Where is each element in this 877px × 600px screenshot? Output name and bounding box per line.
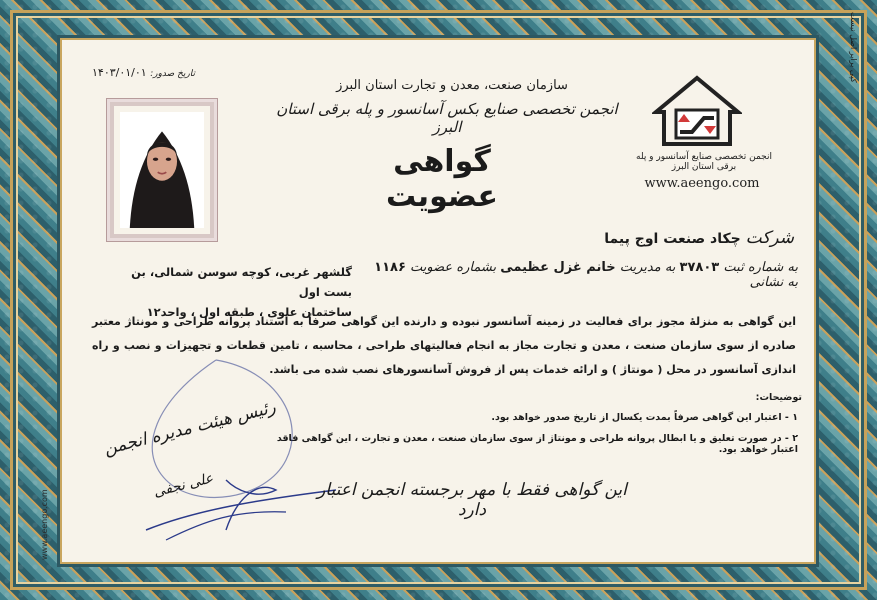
issue-date-label: تاریخ صدور: [150, 69, 196, 79]
member-photo [110, 102, 214, 238]
signature-caption: رئیس هیئت مدیره انجمن [102, 397, 278, 460]
signature-scribble-icon [106, 340, 356, 570]
manager-name: خانم غزل عظیمی [500, 260, 616, 275]
website-url: www.aeengo.com [644, 176, 760, 191]
logo-caption: انجمن تخصصی صنایع آسانسور و پله برقی استان البرز [636, 152, 772, 172]
address-prefix: به نشانی [749, 275, 798, 290]
company-prefix: شرکت [745, 228, 794, 248]
membership-number: ۱۱۸۶ [374, 260, 406, 275]
top-margin-text: کپی برابر اصل نیست [849, 12, 858, 83]
company-name: چکاد صنعت اوج پیما [604, 231, 741, 247]
note-2: ۲ - در صورت تعلیق و یا ابطال پروانه طراحی و مونتاژ از سوی سازمان صنعت ، معدن و تجارت ، این گواهی فاقد اعتبار خواهد بود. [276, 433, 798, 455]
reg-number: ۳۷۸۰۳ [679, 260, 720, 275]
certificate-title: گواهی عضویت [386, 144, 498, 214]
org-line-2: انجمن تخصصی صنایع بکس آسانسور و پله برقی استان البرز [276, 100, 618, 136]
portrait-image [120, 112, 204, 228]
portrait-icon [120, 112, 204, 228]
note-1: ۱ - اعتبار این گواهی صرفاً بمدت یکسال از تاریخ صدور خواهد بود. [491, 412, 798, 423]
address-line-2: ساختمان علوی ، طبقه اول ، واحد۱۲ [146, 305, 352, 319]
certificate-body: این گواهی به منزلۀ مجوز برای فعالیت در زمینه آسانسور نبوده و دارنده این گواهی صرفاً به استناد پروانه طراحی و مونتاژ معتبر صادره از سوی سازمان صنعت ، معدن و تجارت مجاز به انجام فعالیتهای طراحی ، محاسبه ، تامین قطعات و تجهیزات و نصب و راه اندازی آسانسور در محل ( مونتاژ ) و ارائه خدمات پس از فروش آسانسورهای نصب شده می باشد. [92, 315, 796, 376]
issue-date [92, 66, 252, 79]
address-line-1: گلشهر غربی، کوچه سوسن شمالی، بن بست اول [131, 265, 352, 299]
org-line-1: سازمان صنعت، معدن و تجارت استان البرز [336, 78, 568, 93]
manager-prefix: به مدیریت [619, 260, 676, 275]
notes-heading: توضیحات: [755, 392, 802, 403]
left-margin-text: www.aeengo.com [40, 489, 49, 560]
association-logo-icon [652, 74, 742, 146]
registration-line [372, 260, 798, 290]
footer-note: این گواهی فقط با مهر برجسته انجمن اعتبار دارد [317, 480, 627, 520]
reg-prefix: به شماره ثبت [723, 260, 798, 275]
company-line [432, 228, 794, 248]
membership-prefix: بشماره عضویت [410, 260, 497, 275]
certificate-sheet [62, 40, 814, 562]
signature-name: علی نجفی [152, 470, 215, 501]
issue-date-value: ۱۴۰۳/۰۱/۰۱ [92, 66, 147, 79]
